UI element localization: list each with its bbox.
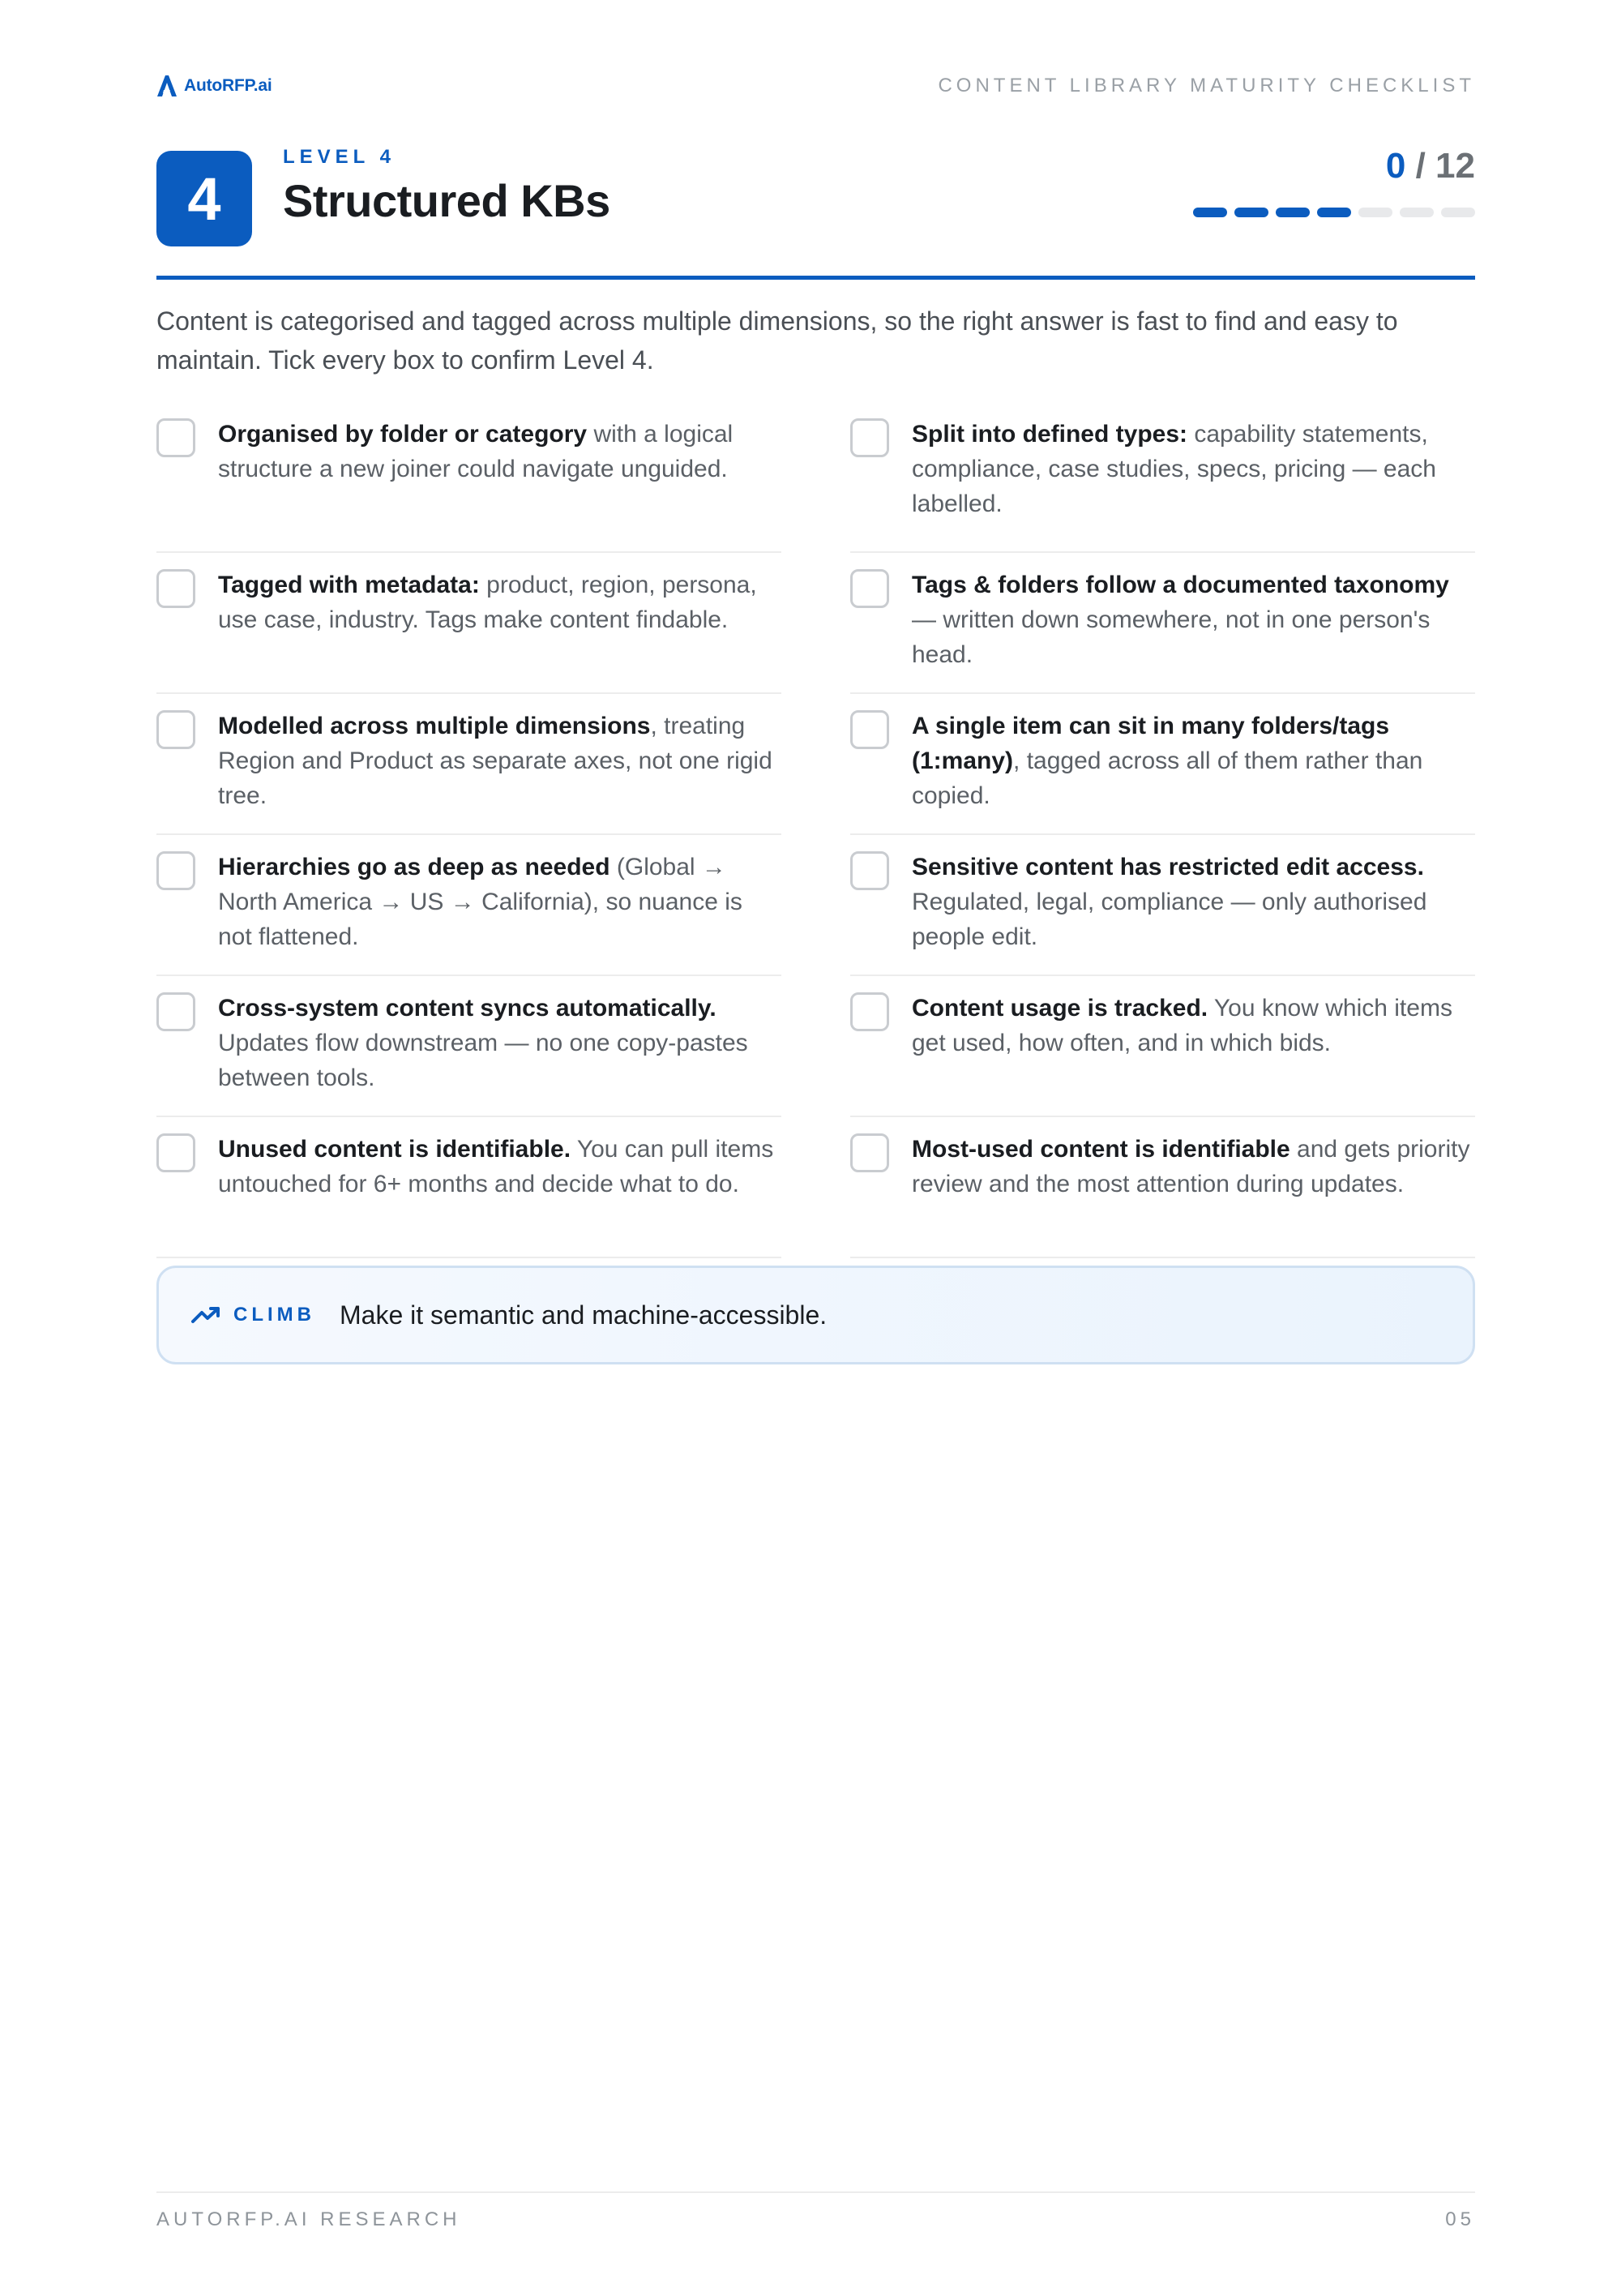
checklist-item-heading: Sensitive content has restricted edit access. bbox=[912, 854, 1424, 880]
checklist-item-detail: and gets priority review and the most attention during updates. bbox=[912, 1136, 1470, 1197]
progress-segment bbox=[1317, 208, 1351, 217]
checkbox[interactable] bbox=[850, 710, 889, 749]
checklist-item-detail: Updates flow downstream — no one copy-pastes between tools. bbox=[218, 1030, 748, 1091]
checklist-page bbox=[156, 0, 1475, 2296]
top-bar bbox=[156, 71, 1475, 101]
checkbox[interactable] bbox=[850, 1133, 889, 1172]
checklist-item bbox=[850, 553, 1475, 694]
level-header bbox=[156, 146, 1475, 251]
checklist-item bbox=[156, 835, 781, 976]
checklist-item bbox=[156, 553, 781, 694]
checklist-item-detail: — written down somewhere, not in one person's head. bbox=[912, 606, 1431, 668]
checklist-item bbox=[156, 694, 781, 835]
checklist-item-detail: with a logical structure a new joiner could navigate unguided. bbox=[218, 421, 734, 482]
checklist-item-detail: , treating Region and Product as separate axes, not one rigid tree. bbox=[218, 713, 772, 809]
checkbox[interactable] bbox=[156, 418, 195, 457]
progress-track bbox=[1193, 208, 1475, 217]
progress-segment bbox=[1358, 208, 1392, 217]
checklist-item-text bbox=[218, 568, 781, 637]
score-total: 12 bbox=[1435, 146, 1475, 186]
checklist-item-text bbox=[912, 568, 1475, 672]
score-done: 0 bbox=[1385, 146, 1406, 186]
checklist-item-text bbox=[912, 417, 1475, 521]
checklist-item-text bbox=[912, 1132, 1475, 1202]
logo-icon bbox=[156, 75, 177, 97]
footer-divider bbox=[156, 2191, 1475, 2193]
checklist-item-detail: capability statements, compliance, case studies, specs, pricing — each labelled. bbox=[912, 421, 1436, 517]
checkbox[interactable] bbox=[156, 992, 195, 1031]
checklist-item-heading: Organised by folder or category bbox=[218, 421, 588, 448]
trending-up-icon bbox=[191, 1305, 220, 1325]
progress-segment bbox=[1441, 208, 1475, 217]
checklist-item-text bbox=[912, 709, 1475, 813]
checklist-item bbox=[850, 1117, 1475, 1258]
checklist-item bbox=[156, 976, 781, 1117]
checklist-item bbox=[156, 1117, 781, 1258]
progress-segment bbox=[1193, 208, 1227, 217]
checkbox[interactable] bbox=[850, 569, 889, 608]
checkbox[interactable] bbox=[156, 710, 195, 749]
progress-segment bbox=[1234, 208, 1268, 217]
checklist-item bbox=[850, 412, 1475, 553]
climb-text: Make it semantic and machine-accessible. bbox=[339, 1300, 828, 1330]
checklist-item-text bbox=[912, 850, 1475, 954]
checklist-item-detail: product, region, persona, use case, industry. Tags make content findable. bbox=[218, 572, 757, 633]
checklist-item-text bbox=[912, 991, 1475, 1060]
checkbox[interactable] bbox=[156, 1133, 195, 1172]
checklist-item bbox=[850, 976, 1475, 1117]
level-number-badge: 4 bbox=[156, 151, 252, 246]
header-divider bbox=[156, 276, 1475, 280]
climb-label: CLIMB bbox=[233, 1304, 315, 1326]
checklist-item-detail: You can pull items untouched for 6+ months and decide what to do. bbox=[218, 1136, 774, 1197]
level-title: Structured KBs bbox=[283, 175, 610, 226]
checklist-item bbox=[850, 694, 1475, 835]
score-separator: / bbox=[1405, 146, 1436, 186]
checkbox[interactable] bbox=[850, 992, 889, 1031]
checklist-grid bbox=[156, 412, 1475, 1258]
checklist-item bbox=[156, 412, 781, 553]
checkbox[interactable] bbox=[156, 851, 195, 890]
checklist-item-text bbox=[218, 1132, 781, 1202]
progress-segment bbox=[1276, 208, 1310, 217]
checklist-item-detail: (Global → North America → US → California), so nuance is not flattened. bbox=[218, 854, 742, 950]
checklist-item-heading: Tags & folders follow a documented taxonomy bbox=[912, 572, 1449, 598]
footer-source: AUTORFP.AI RESEARCH bbox=[156, 2208, 461, 2230]
checklist-item-detail: Regulated, legal, compliance — only authorised people edit. bbox=[912, 889, 1427, 950]
score-counter bbox=[1386, 146, 1475, 186]
checklist-item-heading: Modelled across multiple dimensions bbox=[218, 713, 651, 739]
checklist-item-text bbox=[218, 417, 781, 486]
brand-logo bbox=[156, 75, 272, 97]
climb-callout bbox=[156, 1266, 1475, 1364]
checklist-item-heading: Content usage is tracked. bbox=[912, 995, 1208, 1022]
checklist-item-heading: Split into defined types: bbox=[912, 421, 1188, 448]
intro-paragraph: Content is categorised and tagged across multiple dimensions, so the right answer is fast to find and easy to maintain. Tick every box to confirm Level 4. bbox=[156, 306, 1398, 375]
checkbox[interactable] bbox=[850, 418, 889, 457]
brand-name: AutoRFP.ai bbox=[184, 76, 272, 95]
checklist-item-detail: You know which items get used, how often, and in which bids. bbox=[912, 995, 1452, 1056]
checklist-item-text bbox=[218, 709, 781, 813]
checklist-item-heading: Most-used content is identifiable bbox=[912, 1136, 1290, 1163]
document-title: CONTENT LIBRARY MATURITY CHECKLIST bbox=[938, 75, 1475, 96]
checklist-item-heading: Hierarchies go as deep as needed bbox=[218, 854, 610, 880]
checklist-item-detail: , tagged across all of them rather than copied. bbox=[912, 747, 1423, 809]
checklist-item-heading: Tagged with metadata: bbox=[218, 572, 480, 598]
checkbox[interactable] bbox=[850, 851, 889, 890]
checklist-item-text bbox=[218, 991, 781, 1095]
checklist-item-heading: Unused content is identifiable. bbox=[218, 1136, 571, 1163]
checklist-item-heading: Cross-system content syncs automatically. bbox=[218, 995, 716, 1022]
level-kicker: LEVEL 4 bbox=[283, 146, 396, 168]
page-number: 05 bbox=[1445, 2208, 1475, 2230]
checklist-item-heading: A single item can sit in many folders/tags (1:many) bbox=[912, 713, 1390, 774]
checklist-item-text bbox=[218, 850, 781, 954]
checklist-item bbox=[850, 835, 1475, 976]
footer bbox=[156, 2208, 1475, 2231]
progress-segment bbox=[1400, 208, 1434, 217]
checkbox[interactable] bbox=[156, 569, 195, 608]
